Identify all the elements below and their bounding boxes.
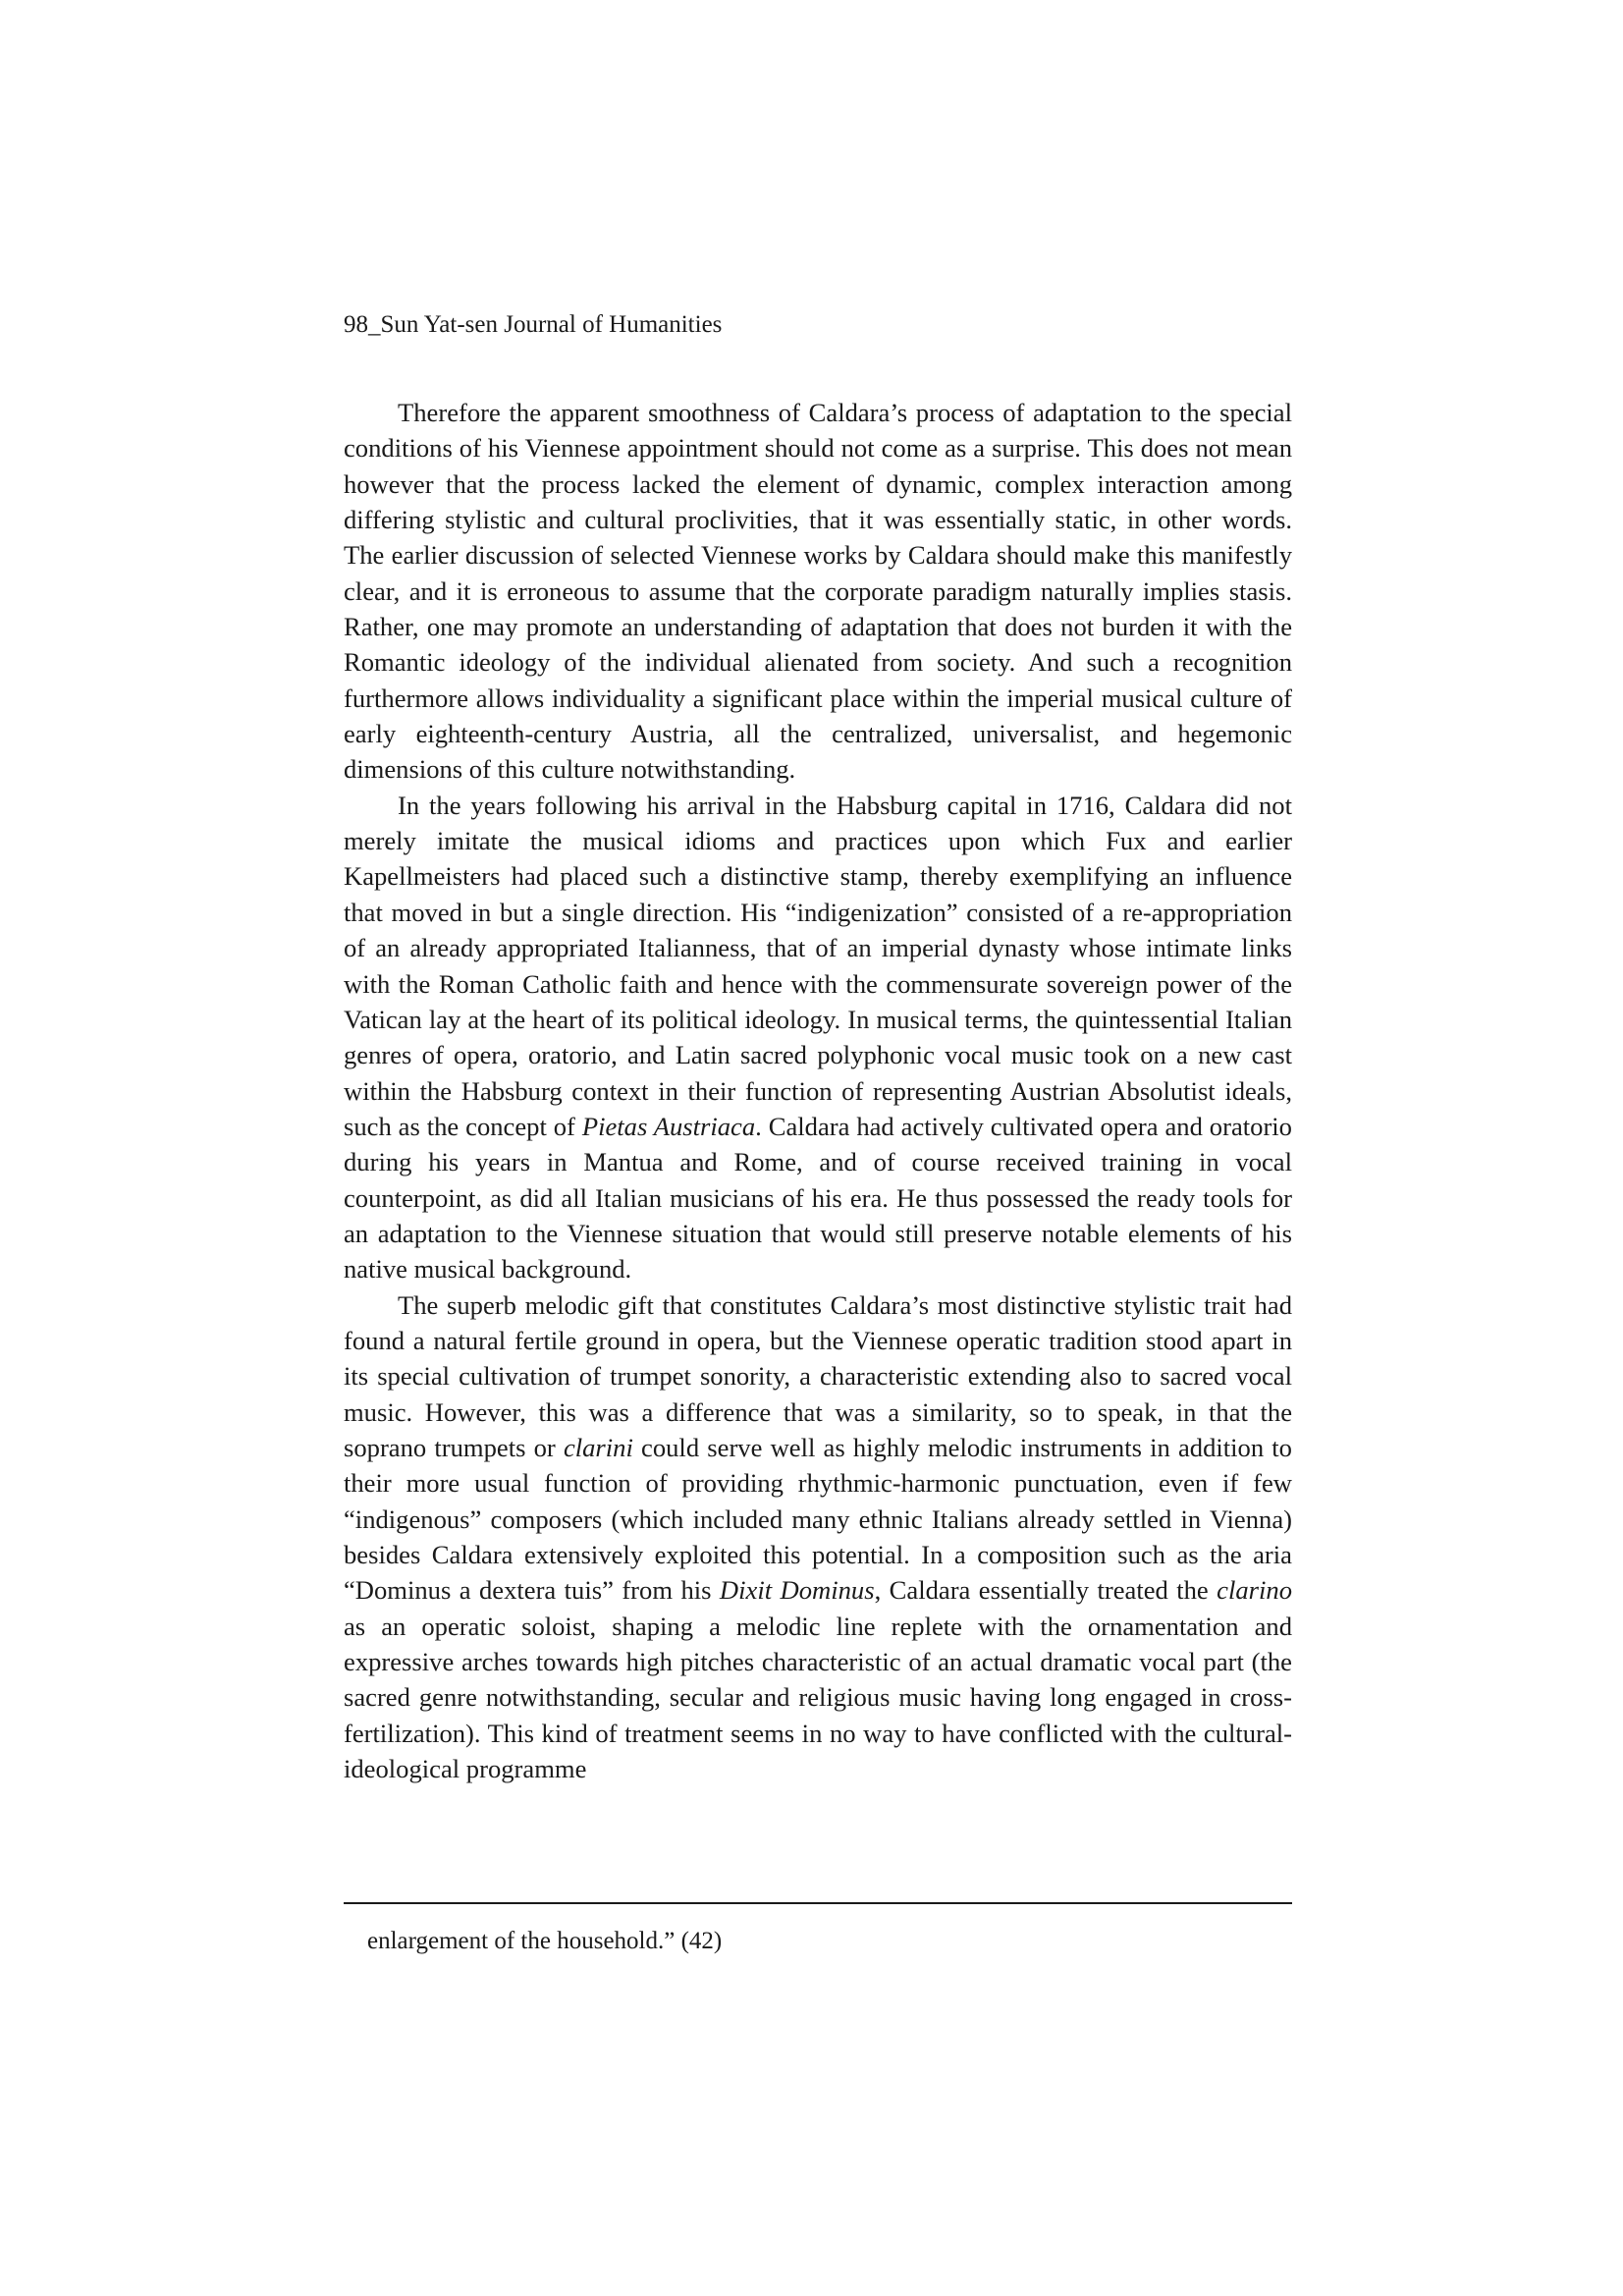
paragraph-text: The superb melodic gift that constitutes Caldara’s most distinctive stylistic trait had found a natural fertile ground in opera, but the Viennese operatic tradition stood apart in its special cultivation of trumpet sonority, a characteristic extending also to sacred vocal music. However, this was a difference that was a similarity, so to speak, in that the soprano trumpets or (344, 1289, 1292, 1462)
paragraph-text: Therefore the apparent smoothness of Caldara’s process of adaptation to the special conditions of his Viennese appointment should not come as a surprise. This does not mean however that the process lacked the element of dynamic, complex interaction among differing stylistic and cultural proclivities, that it was essentially static, in other words. The earlier discussion of selected Viennese works by Caldara should make this manifestly clear, and it is erroneous to assume that the corporate paradigm naturally implies stasis. Rather, one may promote an understanding of adaptation that does not burden it with the Romantic ideology of the individual alienated from society. And such a recognition furthermore allows individuality a significant place within the imperial musical culture of early eighteenth-century Austria, all the centralized, universalist, and hegemonic dimensions of this culture notwithstanding. (344, 398, 1292, 785)
paragraph-text: could serve well as highly melodic instruments in addition to their more usual function of providing rhythmic-harmonic punctuation, even if few “indigenous” composers (which included many ethnic Italians already settled in Vienna) besides Caldara extensively exploited this potential. In a composition such as the aria “Dominus a dextera tuis” from his (344, 1432, 1292, 1606)
italic-term: Pietas Austriaca (581, 1111, 756, 1141)
paragraph-text: In the years following his arrival in the Habsburg capital in 1716, Caldara did not merely imitate the musical idioms and practices upon which Fux and earlier Kapellmeisters had placed such a distinctive stamp, thereby exemplifying an influence that moved in but a single direction. His “indigenization” consisted of a re-appropriation of an already appropriated Italianness, that of an imperial dynasty whose intimate links with the Roman Catholic faith and hence with the commensurate sovereign power of the Vatican lay at the heart of its political ideology. In musical terms, the quintessential Italian genres of opera, oratorio, and Latin sacred polyphonic vocal music took on a new cast within the Habsburg context in their function of representing Austrian Absolutist ideals, such as the concept of (344, 790, 1292, 1141)
italic-term: clarini (563, 1432, 633, 1462)
running-head: 98_Sun Yat-sen Journal of Humanities (344, 311, 723, 338)
body-text (344, 395, 1292, 1786)
italic-term: Dixit Dominus (719, 1575, 875, 1606)
paragraph-3 (344, 1287, 1292, 1787)
paragraph-1 (344, 395, 1292, 788)
paragraph-2 (344, 788, 1292, 1287)
paragraph-text: as an operatic soloist, shaping a melodic line replete with the ornamentation and expressive arches towards high pitches characteristic of an actual dramatic vocal part (the sacred genre notwithstanding, secular and religious music having long engaged in cross-fertilization). This kind of treatment seems in no way to have conflicted with the cultural-ideological programme (344, 1611, 1292, 1784)
footnote-rule (344, 1902, 1292, 1904)
footnote: enlargement of the household.” (42) (367, 1928, 723, 1954)
italic-term: clarino (1217, 1575, 1292, 1606)
paragraph-text: , Caldara essentially treated the (874, 1575, 1217, 1606)
paragraph-text: . Caldara had actively cultivated opera and oratorio during his years in Mantua and Rome, and of course received training in vocal counterpoint, as did all Italian musicians of his era. He thus possessed the ready tools for an adaptation to the Viennese situation that would still preserve notable elements of his native musical background. (344, 1111, 1292, 1285)
